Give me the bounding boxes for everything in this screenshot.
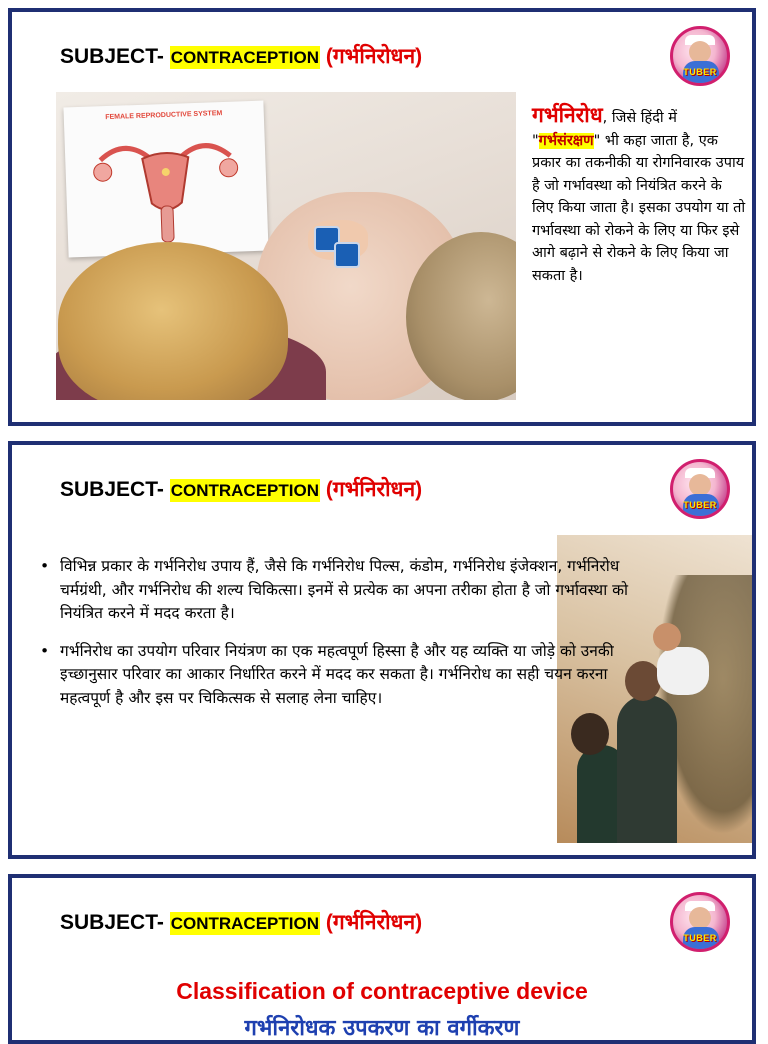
logo-text: TUBER (683, 67, 717, 77)
classification-heading-hindi: गर्भनिरोधक उपकरण का वर्गीकरण (244, 1016, 520, 1041)
bullet-text: विभिन्न प्रकार के गर्भनिरोध उपाय हैं, जैसे कि गर्भनिरोध पिल्स, कंडोम, गर्भनिरोध इंजेक्शन, गर्भनिरोध चर्मग्रंथी, और गर्भनिरोध की शल्य चिकित्सा। इनमें से प्रत्येक का अपना तरीका होता है जो गर्भावस्था को नियंत्रित करने में मदद करता है। (60, 557, 629, 622)
classification-heading: Classification of contraceptive device (176, 978, 588, 1004)
subject-english: CONTRACEPTION (170, 48, 319, 67)
channel-logo (670, 459, 730, 519)
child-figure (657, 647, 709, 695)
bullet-icon: • (40, 641, 50, 660)
anatomy-chart-title: FEMALE REPRODUCTIVE SYSTEM (105, 109, 223, 122)
bullet-icon: • (40, 557, 50, 575)
channel-logo (670, 26, 730, 86)
uterus-diagram (79, 125, 253, 251)
subject-label: SUBJECT- (60, 911, 164, 934)
definition-text-1: , जिसे हिंदी में " (532, 110, 677, 149)
reproductive-system-photo (56, 92, 516, 400)
subject-label: SUBJECT- (60, 478, 164, 501)
subject-hindi: (गर्भनिरोधन) (325, 911, 423, 934)
subject-label: SUBJECT- (60, 45, 164, 68)
anatomy-chart (63, 101, 268, 258)
channel-logo (670, 892, 730, 952)
bullet-item (36, 640, 636, 711)
subject-hindi: (गर्भनिरोधन) (325, 45, 423, 68)
slide-title (60, 42, 422, 70)
logo-text: TUBER (683, 933, 717, 943)
definition-paragraph (532, 104, 747, 287)
condom-packet-icon (334, 242, 360, 268)
slide-title (60, 908, 422, 936)
bullet-text: गर्भनिरोध का उपयोग परिवार नियंत्रण का एक महत्वपूर्ण हिस्सा है और यह व्यक्ति या जोड़े को उनकी इच्छानुसार परिवार का आकार निर्धारित करने में मदद कर सकता है। गर्भनिरोध का सही चयन करना महत्वपूर्ण है और इस पर चिकित्सक से सलाह लेना चाहिए। (60, 641, 614, 707)
bullet-item (36, 555, 636, 626)
subject-english: CONTRACEPTION (170, 481, 319, 500)
person-left-hair (58, 242, 288, 400)
definition-highlight: गर्भसंरक्षण (538, 132, 594, 149)
bullet-list (36, 555, 636, 724)
logo-text: TUBER (683, 500, 717, 510)
slide-1 (8, 8, 756, 426)
slide-title (60, 475, 422, 503)
subject-english: CONTRACEPTION (170, 914, 319, 933)
subject-hindi: (गर्भनिरोधन) (325, 478, 423, 501)
definition-term: गर्भनिरोध (532, 103, 603, 127)
slide-3 (8, 874, 756, 1044)
slide-2 (8, 441, 756, 859)
definition-text-2: " भी कहा जाता है, एक प्रकार का तकनीकी या रोगनिवारक उपाय है जो गर्भावस्था को नियंत्रित करने के लिए किया जाता है। इसका उपयोग या तो गर्भावस्था को रोकने के लिए या फिर इसे आगे बढ़ाने से रोकने के लिए किया जा सकता है। (532, 132, 746, 284)
